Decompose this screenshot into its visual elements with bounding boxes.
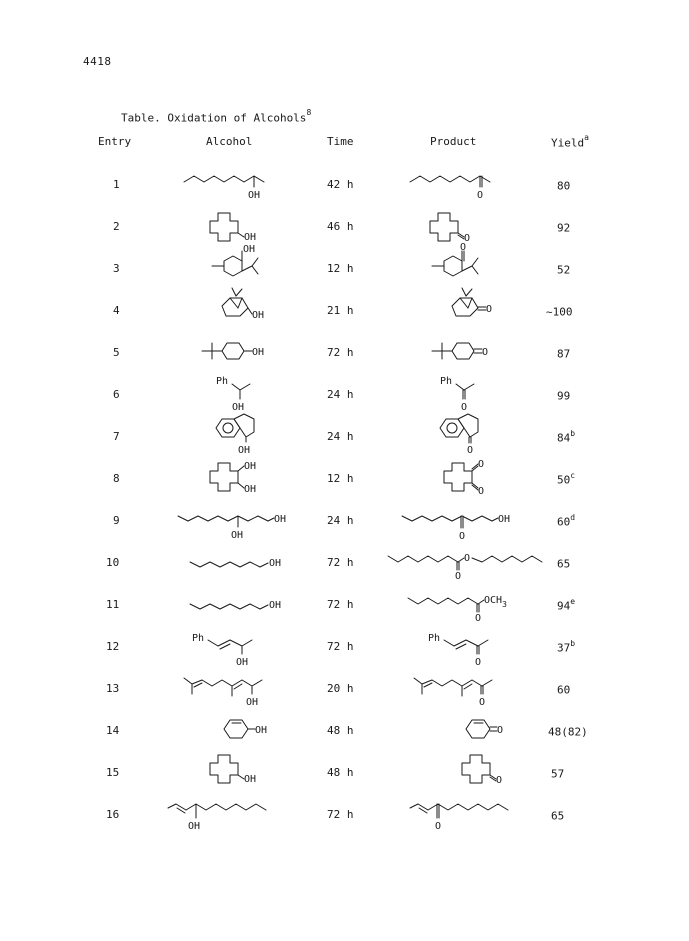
entry-number: 2 (113, 220, 120, 233)
phenyl-label: Ph (428, 633, 441, 644)
phenyl-label: Ph (192, 633, 205, 644)
alcohol-structure-13 (178, 670, 288, 714)
oxygen-label: O (475, 613, 482, 624)
product-structure-3 (420, 242, 500, 288)
hydroxyl-label: OH (243, 244, 256, 255)
oxygen-label: O (464, 233, 471, 244)
yield-footnote: c (570, 471, 576, 480)
header-yield (551, 135, 589, 150)
alcohol-structure-5 (196, 336, 286, 368)
yield-value (551, 808, 564, 823)
yield-value (546, 304, 573, 319)
alcohol-structure-8 (200, 456, 280, 500)
entry-number: 15 (106, 766, 120, 779)
alcohol-structure-12 (190, 628, 270, 672)
oxygen-label: O (475, 657, 482, 668)
yield-number: 94 (557, 599, 571, 613)
hydroxyl-label: OH (248, 190, 261, 201)
reaction-time: 12 h (327, 472, 354, 485)
product-structure-13 (408, 670, 518, 714)
entry-number: 3 (113, 262, 120, 275)
hydroxyl-label: OH (238, 445, 251, 456)
alcohol-structure-1 (180, 168, 280, 202)
yield-value (557, 430, 575, 445)
product-structure-10 (386, 546, 546, 586)
oxygen-label: O (478, 459, 485, 470)
oxygen-label: O (467, 445, 474, 456)
phenyl-label: Ph (216, 376, 229, 387)
hydroxyl-label: OH (255, 725, 268, 736)
header-alcohol: Alcohol (206, 135, 253, 148)
entry-number: 4 (113, 304, 120, 317)
reaction-time: 24 h (327, 388, 354, 401)
oxygen-label: O (455, 571, 462, 582)
yield-value (557, 556, 570, 571)
entry-number: 6 (113, 388, 120, 401)
methoxy-subscript: 3 (502, 600, 507, 609)
entry-number: 16 (106, 808, 120, 821)
entry-number: 9 (113, 514, 120, 527)
yield-number: ~100 (546, 305, 573, 319)
reaction-time: 24 h (327, 514, 354, 527)
hydroxyl-label: OH (232, 402, 245, 413)
yield-value (557, 682, 570, 697)
yield-number: 65 (551, 809, 565, 823)
header-product: Product (430, 135, 477, 148)
yield-value (557, 178, 570, 193)
hydroxyl-label: OH (231, 530, 244, 541)
hydroxyl-label: OH (246, 697, 259, 708)
reaction-time: 72 h (327, 346, 354, 359)
yield-number: 87 (557, 347, 571, 361)
oxygen-label: O (461, 402, 468, 413)
product-structure-12 (426, 628, 506, 672)
phenyl-label: Ph (440, 376, 453, 387)
oxygen-label: O (435, 821, 442, 832)
product-structure-4 (438, 286, 518, 332)
reaction-time: 72 h (327, 598, 354, 611)
alcohol-structure-14 (218, 716, 288, 746)
yield-number: 92 (557, 221, 571, 235)
product-structure-1 (406, 168, 506, 202)
entry-number: 12 (106, 640, 120, 653)
alcohol-structure-7 (210, 410, 270, 454)
entry-number: 5 (113, 346, 120, 359)
yield-value (557, 514, 575, 529)
reaction-time: 72 h (327, 556, 354, 569)
page-number: 4418 (83, 55, 112, 68)
hydroxyl-label: OH (252, 347, 265, 358)
caption-text: Table. Oxidation of Alcohols (121, 111, 307, 125)
oxygen-label: O (464, 553, 471, 564)
hydroxyl-label: OH (269, 558, 282, 569)
alcohol-structure-10 (186, 550, 296, 580)
reaction-time: 72 h (327, 640, 354, 653)
yield-footnote: d (570, 513, 576, 522)
yield-number: 50 (557, 473, 571, 487)
entry-number: 11 (106, 598, 120, 611)
oxygen-label: O (478, 486, 485, 497)
yield-number: 60 (557, 683, 571, 697)
reaction-time: 48 h (327, 724, 354, 737)
product-structure-14 (460, 716, 520, 746)
entry-number: 1 (113, 178, 120, 191)
entry-number: 10 (106, 556, 120, 569)
methoxy-label (484, 595, 507, 609)
entry-number: 13 (106, 682, 120, 695)
entry-number: 8 (113, 472, 120, 485)
reaction-time: 72 h (327, 808, 354, 821)
alcohol-structure-3 (200, 242, 290, 288)
yield-value (557, 472, 575, 487)
product-structure-16 (408, 794, 528, 838)
oxygen-label: O (459, 531, 466, 542)
header-yield-label: Yield (551, 136, 585, 150)
hydroxyl-label: OH (498, 514, 511, 525)
oxygen-label: O (496, 775, 503, 786)
hydroxyl-label: OH (274, 514, 287, 525)
header-time: Time (327, 135, 354, 148)
reaction-time: 12 h (327, 262, 354, 275)
oxygen-label: O (460, 242, 467, 253)
product-structure-8 (434, 456, 504, 500)
hydroxyl-label: OH (244, 484, 257, 495)
hydroxyl-label: OH (188, 821, 201, 832)
product-structure-15 (452, 750, 522, 790)
header-entry: Entry (98, 135, 132, 148)
product-structure-11 (406, 588, 536, 628)
reaction-time: 20 h (327, 682, 354, 695)
reaction-time: 48 h (327, 766, 354, 779)
yield-number: 57 (551, 767, 565, 781)
yield-value (551, 766, 564, 781)
hydroxyl-label: OH (244, 461, 257, 472)
oxygen-label: O (477, 190, 484, 201)
yield-value (557, 220, 570, 235)
alcohol-structure-11 (186, 592, 296, 622)
hydroxyl-label: OH (269, 600, 282, 611)
oxygen-label: O (486, 304, 493, 315)
reaction-time: 46 h (327, 220, 354, 233)
yield-number: 60 (557, 515, 571, 529)
oxygen-label: O (479, 697, 486, 708)
hydroxyl-label: OH (244, 774, 257, 785)
yield-number: 37 (557, 641, 571, 655)
alcohol-structure-15 (200, 750, 280, 790)
alcohol-structure-16 (166, 794, 286, 838)
yield-value (557, 388, 570, 403)
hydroxyl-label: OH (244, 232, 257, 243)
oxygen-label: O (497, 725, 504, 736)
product-structure-7 (434, 410, 494, 454)
yield-footnote: b (570, 429, 576, 438)
product-structure-5 (426, 336, 506, 368)
yield-number: 80 (557, 179, 571, 193)
entry-number: 7 (113, 430, 120, 443)
reaction-time: 21 h (327, 304, 354, 317)
reaction-time: 24 h (327, 430, 354, 443)
yield-footnote: e (570, 597, 576, 606)
caption-reference: 8 (306, 108, 312, 117)
table-caption (121, 110, 311, 125)
yield-value (548, 724, 588, 739)
oxygen-label: O (482, 347, 489, 358)
yield-value (557, 640, 575, 655)
yield-number: 48(82) (548, 725, 588, 739)
header-yield-note: a (584, 133, 589, 142)
yield-value (557, 346, 570, 361)
yield-footnote: b (570, 639, 576, 648)
yield-value (557, 598, 575, 613)
reaction-time: 42 h (327, 178, 354, 191)
hydroxyl-label: OH (252, 310, 265, 321)
yield-number: 84 (557, 431, 571, 445)
hydroxyl-label: OH (236, 657, 249, 668)
yield-value (557, 262, 570, 277)
product-structure-9 (400, 506, 530, 546)
entry-number: 14 (106, 724, 120, 737)
methoxy-text: OCH (484, 595, 503, 606)
alcohol-structure-4 (208, 286, 288, 332)
yield-number: 65 (557, 557, 571, 571)
alcohol-structure-9 (176, 506, 296, 546)
yield-number: 52 (557, 263, 571, 277)
yield-number: 99 (557, 389, 571, 403)
